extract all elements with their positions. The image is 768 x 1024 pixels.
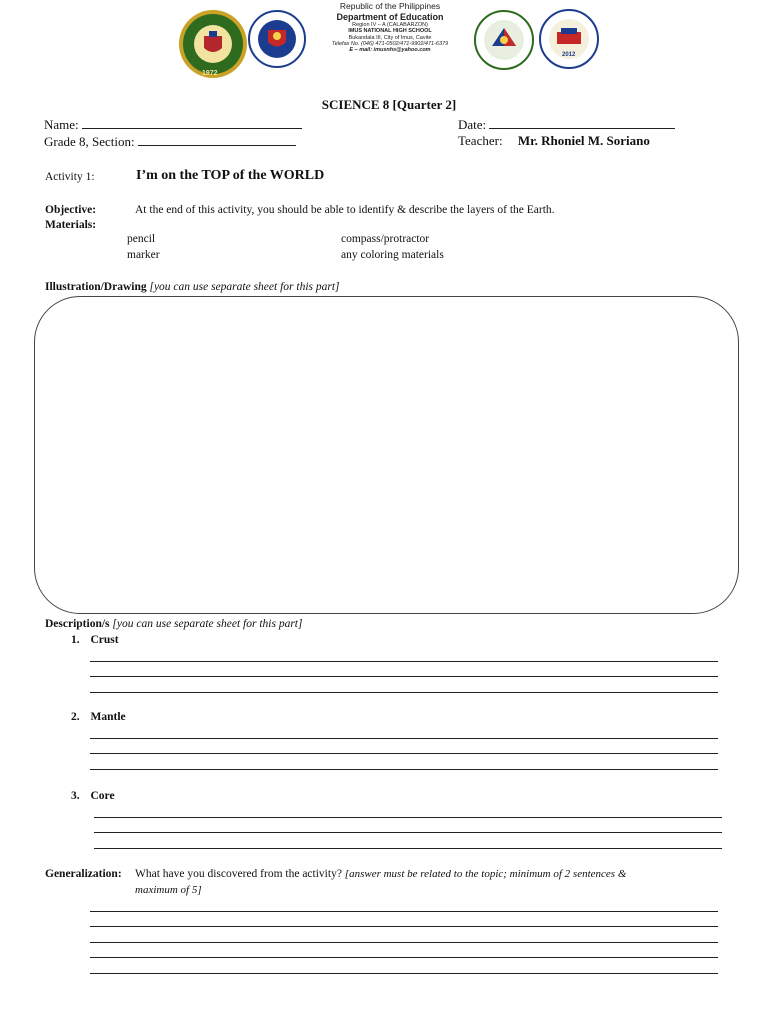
date-row xyxy=(458,116,675,133)
activity-title: I’m on the TOP of the WORLD xyxy=(136,168,325,183)
illustration-note: [you can use separate sheet for this part] xyxy=(149,281,340,293)
generalization-note: [answer must be related to the topic; minimum of 2 sentences & xyxy=(344,868,627,880)
answer-line[interactable] xyxy=(90,676,718,677)
date-label: Date: xyxy=(458,117,487,132)
letterhead-text xyxy=(300,2,480,54)
teacher-label: Teacher: xyxy=(458,133,503,148)
answer-line[interactable] xyxy=(90,926,718,927)
republic-line: Republic of the Philippines xyxy=(339,1,441,11)
answer-line[interactable] xyxy=(90,911,718,912)
objective-label: Objective: xyxy=(45,204,97,216)
teacher-row xyxy=(458,133,650,149)
seal-year: 2012 xyxy=(562,52,576,58)
activity-label: Activity 1: xyxy=(45,171,95,183)
section-field[interactable] xyxy=(138,133,296,146)
worksheet-title: SCIENCE 8 [Quarter 2] xyxy=(321,97,457,112)
answer-line[interactable] xyxy=(90,692,718,693)
address-line: Bukandala III, City of Imus, Cavite xyxy=(348,34,432,41)
material-item: compass/protractor xyxy=(341,233,430,245)
material-item: marker xyxy=(127,249,160,261)
answer-line[interactable] xyxy=(90,738,718,739)
department-line: Department of Education xyxy=(336,11,444,22)
drawing-area[interactable] xyxy=(34,296,739,614)
school-seal-logo xyxy=(178,4,248,84)
illustration-label: Illustration/Drawing xyxy=(45,281,147,293)
item-number: 3. xyxy=(71,790,80,802)
answer-line[interactable] xyxy=(90,957,718,958)
description-label: Description/s xyxy=(45,618,110,630)
deped-seal-logo xyxy=(248,10,306,68)
answer-line[interactable] xyxy=(94,848,722,849)
name-field[interactable] xyxy=(82,116,302,129)
generalization-note-continued: maximum of 5] xyxy=(135,884,202,896)
region-line: Region IV – A (CALABARZON) xyxy=(352,22,428,29)
illustration-heading xyxy=(45,281,340,293)
description-heading xyxy=(45,618,302,630)
city-of-imus-seal-logo xyxy=(539,8,599,70)
item-label: Core xyxy=(90,790,115,802)
mantle-item xyxy=(71,711,126,723)
name-label: Name: xyxy=(44,117,79,132)
grade-section-row xyxy=(44,133,296,150)
crust-item xyxy=(71,634,119,646)
email-line: E – mail: imusnhs@yahoo.com xyxy=(349,47,431,54)
item-number: 1. xyxy=(71,634,80,646)
item-number: 2. xyxy=(71,711,80,723)
core-item xyxy=(71,790,115,802)
answer-line[interactable] xyxy=(90,942,718,943)
school-name-line: IMUS NATIONAL HIGH SCHOOL xyxy=(348,28,432,35)
answer-line[interactable] xyxy=(90,661,718,662)
seal-year: 1972 xyxy=(202,70,218,77)
deped-division-seal-logo xyxy=(474,10,534,70)
material-item: any coloring materials xyxy=(341,249,444,261)
item-label: Mantle xyxy=(90,711,126,723)
answer-line[interactable] xyxy=(94,832,722,833)
name-row xyxy=(44,116,302,133)
telefax-line: Telefax No. (046) 471-0502/471-9902/471-6379 xyxy=(331,41,449,48)
material-item: pencil xyxy=(127,233,156,245)
objective-text: At the end of this activity, you should be able to identify & describe the layers of the Earth. xyxy=(135,204,555,216)
answer-line[interactable] xyxy=(90,973,718,974)
description-note: [you can use separate sheet for this part] xyxy=(112,618,303,630)
generalization-label: Generalization: xyxy=(45,868,122,880)
item-label: Crust xyxy=(90,634,119,646)
generalization-prompt xyxy=(135,868,727,880)
grade-section-label: Grade 8, Section: xyxy=(44,134,135,149)
materials-label: Materials: xyxy=(45,219,97,231)
answer-line[interactable] xyxy=(94,817,722,818)
date-field[interactable] xyxy=(489,116,675,129)
teacher-name: Mr. Rhoniel M. Soriano xyxy=(517,133,650,148)
answer-line[interactable] xyxy=(90,769,718,770)
generalization-question: What have you discovered from the activity? xyxy=(135,868,342,880)
answer-line[interactable] xyxy=(90,753,718,754)
